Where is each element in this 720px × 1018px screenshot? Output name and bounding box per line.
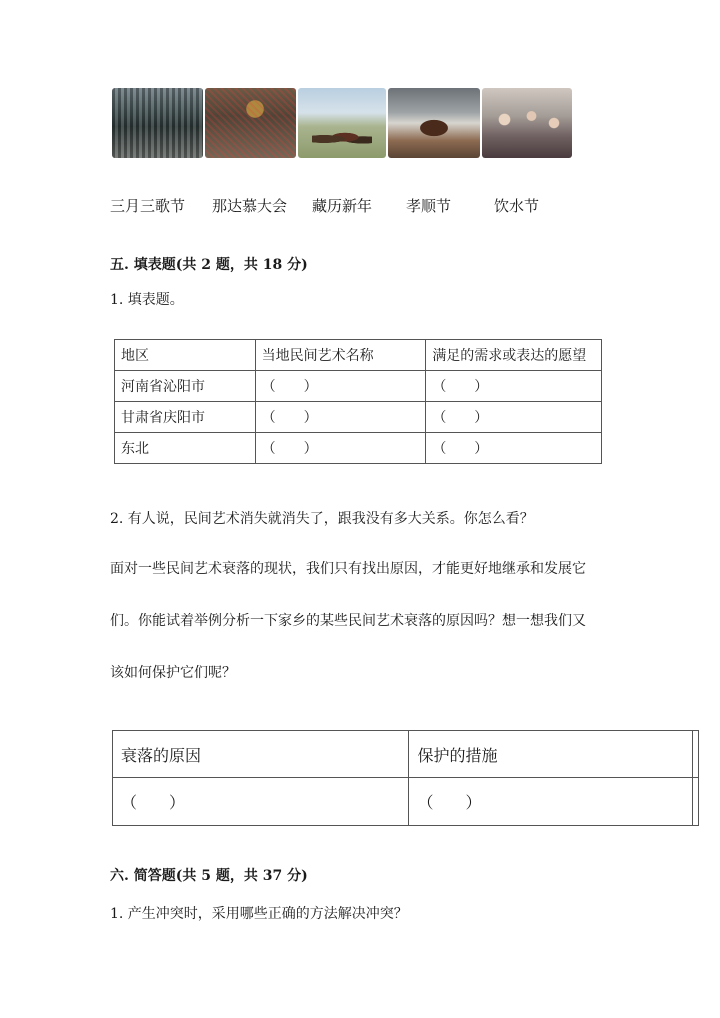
decline-table [112,730,699,826]
row-region: 东北 [115,433,256,464]
caption-1: 三月三歌节 [110,197,186,215]
section6-heading: 六. 简答题(共 5 题，共 37 分) [110,868,308,884]
header-wish: 满足的需求或表达的愿望 [426,340,602,371]
photo-nadam-fair [205,88,296,158]
festival-photo-strip [112,88,572,160]
row-region: 河南省沁阳市 [115,371,256,402]
section5-q2-line2: 们。你能试着举例分析一下家乡的某些民间艺术衰落的原因吗？想一想我们又 [110,613,586,629]
photo-water-drinking-festival [482,88,572,158]
table-header-row [115,340,602,371]
caption-2: 那达慕大会 [212,197,288,215]
table-row [113,778,699,826]
answer-blank[interactable]: （ ） [255,402,426,433]
header-region: 地区 [115,340,256,371]
extra-column [693,778,699,826]
answer-blank[interactable]: （ ） [426,402,602,433]
answer-blank[interactable]: （ ） [426,371,602,402]
section5-q2-line1: 面对一些民间艺术衰落的现状，我们只有找出原因，才能更好地继承和发展它 [110,561,586,577]
section5-q2-line3: 该如何保护它们呢？ [110,665,236,681]
section6-q1: 1. 产生冲突时，采用哪些正确的方法解决冲突？ [110,906,408,922]
header-decline-reason: 衰落的原因 [113,731,409,778]
table-row [115,433,602,464]
caption-4: 孝顺节 [406,197,452,215]
header-art-name: 当地民间艺术名称 [255,340,426,371]
photo-sanyuesan-festival [112,88,203,158]
answer-blank[interactable]: （ ） [113,778,409,826]
answer-blank[interactable]: （ ） [409,778,693,826]
answer-blank[interactable]: （ ） [255,433,426,464]
table-header-row [113,731,699,778]
caption-3: 藏历新年 [312,197,373,215]
fill-table [114,339,602,464]
answer-blank[interactable]: （ ） [255,371,426,402]
answer-blank[interactable]: （ ） [426,433,602,464]
section5-q1: 1. 填表题。 [110,292,184,308]
section5-heading: 五. 填表题(共 2 题，共 18 分) [110,257,308,273]
header-protection-measure: 保护的措施 [409,731,693,778]
section5-q2: 2. 有人说，民间艺术消失就消失了，跟我没有多大关系。你怎么看？ [110,511,534,527]
table-row [115,402,602,433]
row-region: 甘肃省庆阳市 [115,402,256,433]
photo-tibetan-new-year [298,88,386,158]
caption-5: 饮水节 [494,197,540,215]
table-row [115,371,602,402]
photo-filial-festival [388,88,480,158]
extra-column [693,731,699,778]
